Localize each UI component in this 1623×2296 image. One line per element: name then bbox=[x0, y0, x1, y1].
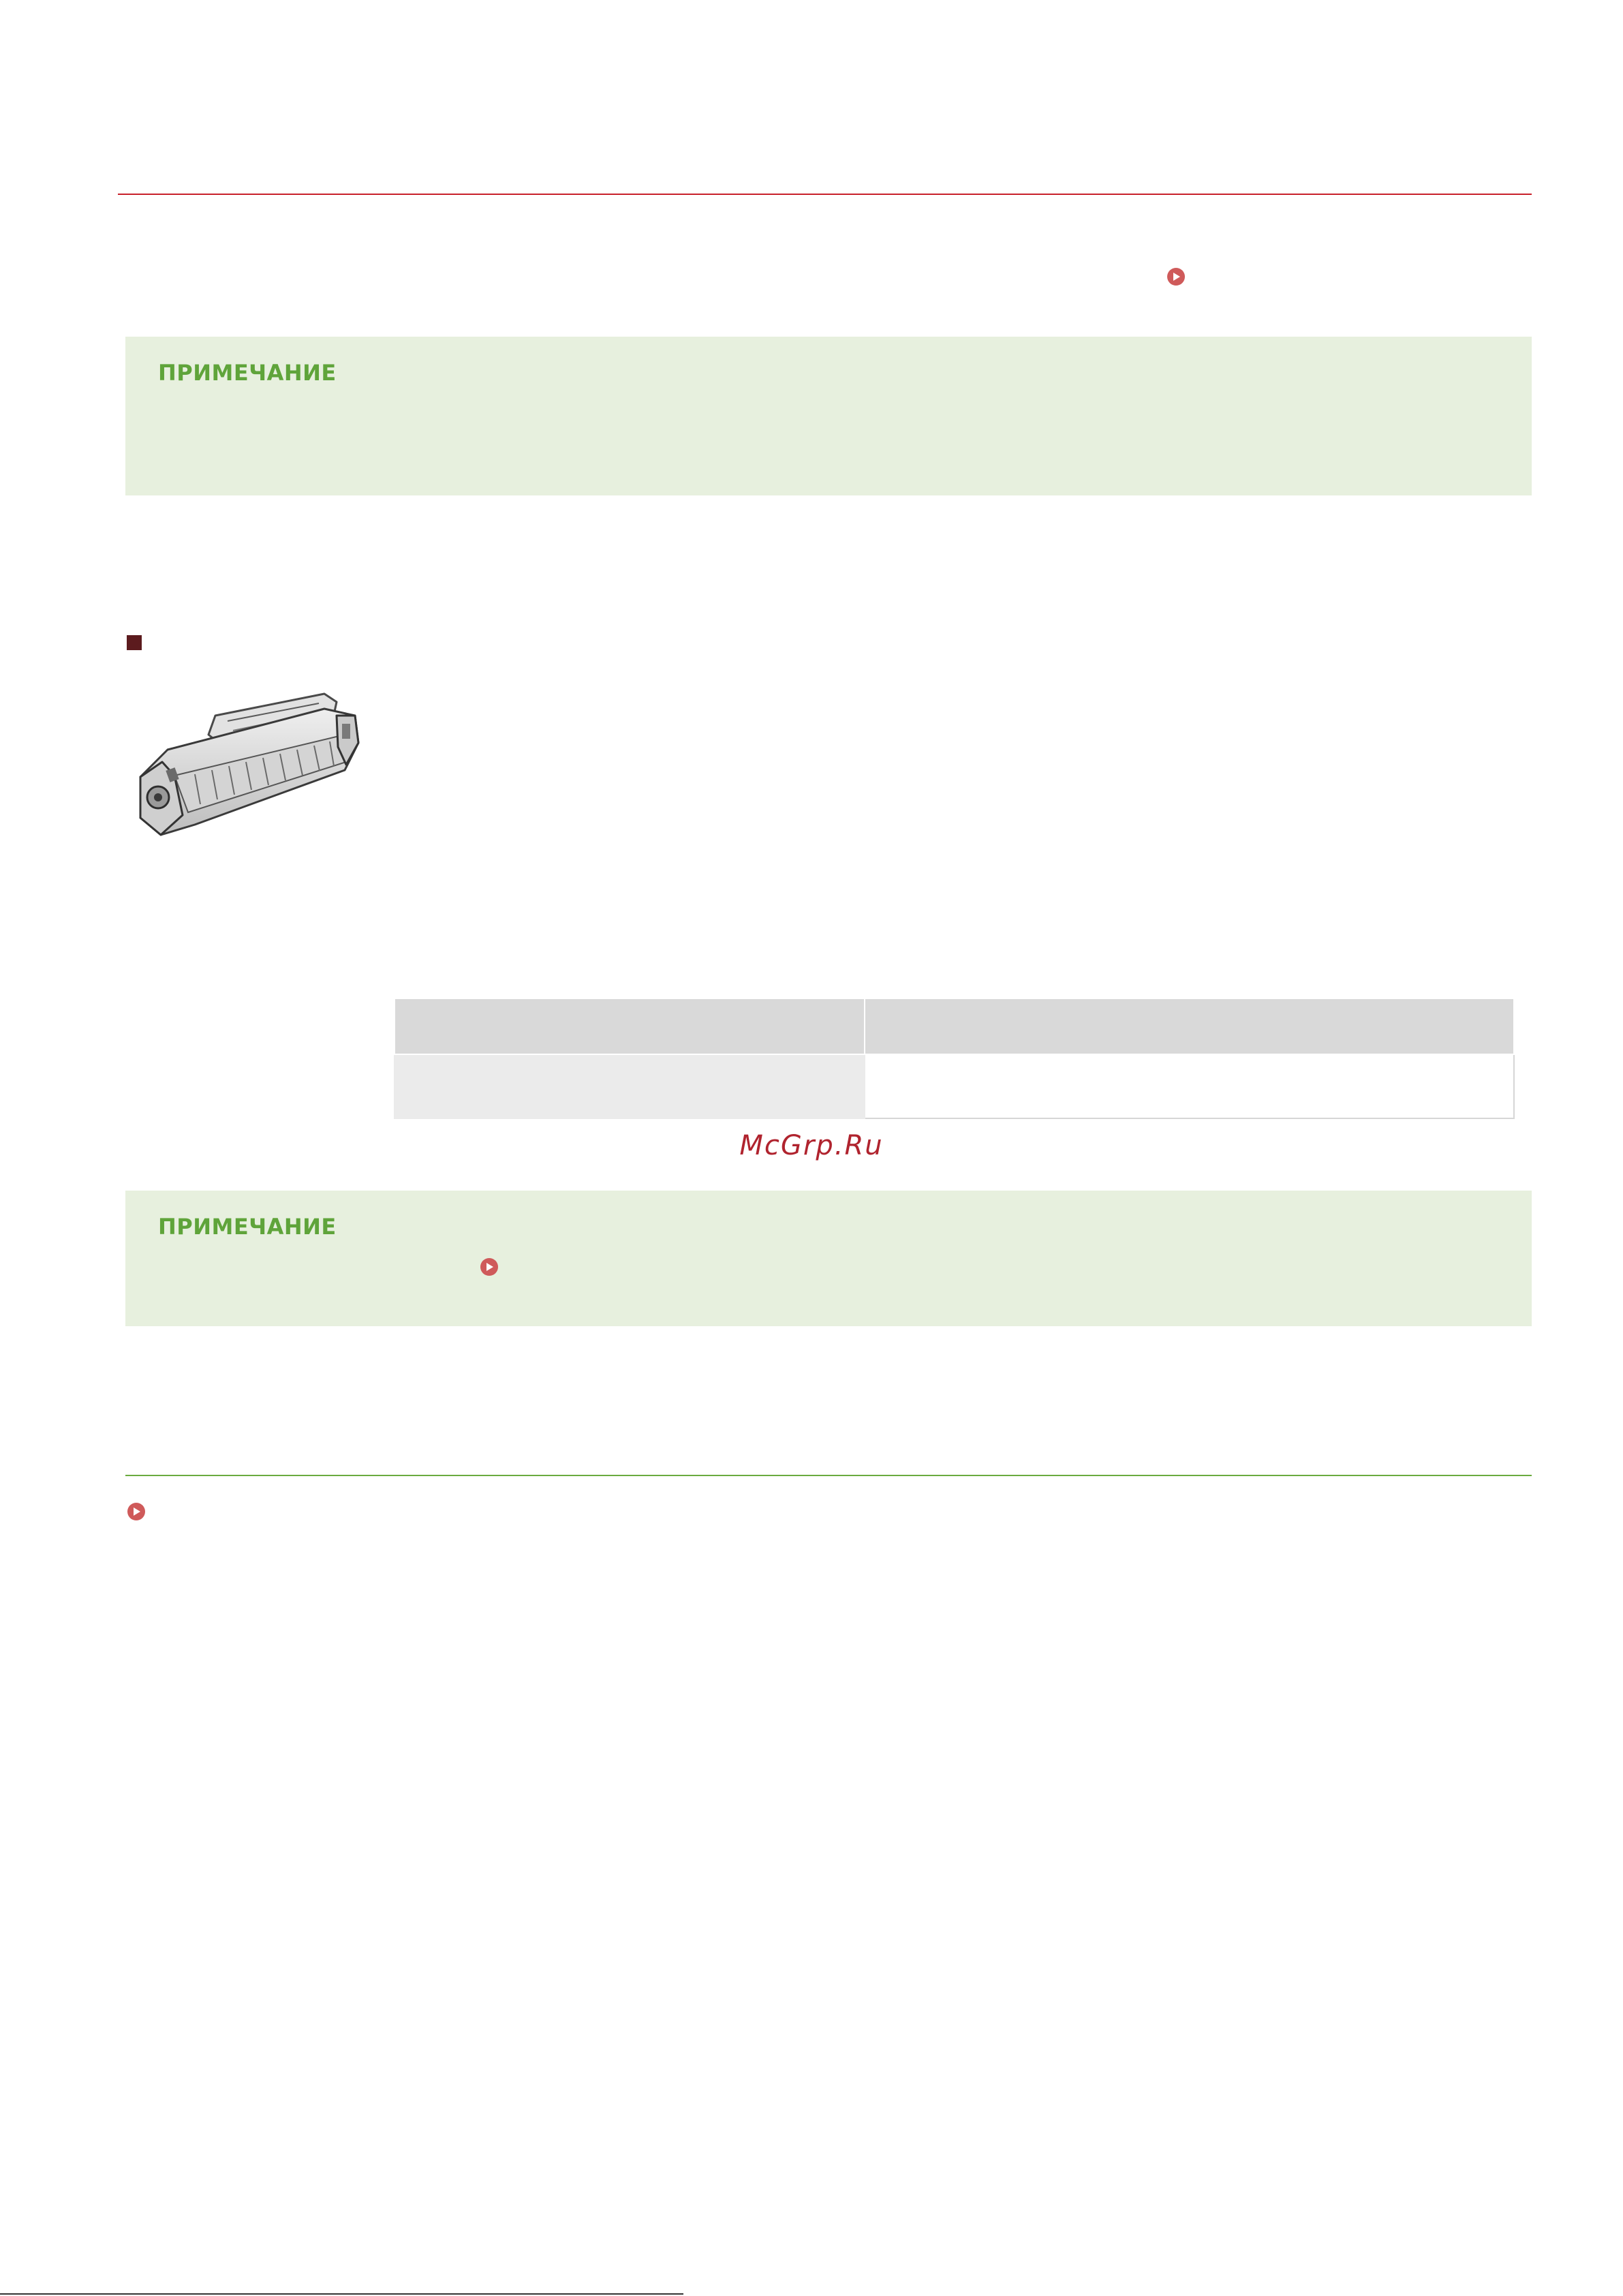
watermark-text: McGrp.Ru bbox=[739, 1130, 884, 1161]
table-header-cell bbox=[865, 998, 1514, 1054]
note-title: ПРИМЕЧАНИЕ bbox=[158, 360, 337, 386]
note-title: ПРИМЕЧАНИЕ bbox=[158, 1214, 337, 1240]
footer-rule bbox=[0, 2293, 683, 2295]
table-header-cell bbox=[395, 998, 865, 1054]
spec-table bbox=[394, 998, 1515, 1119]
note-box bbox=[125, 337, 1532, 495]
section-divider bbox=[125, 1475, 1532, 1476]
table-row bbox=[395, 1054, 1514, 1118]
table-label-cell bbox=[395, 1054, 865, 1118]
table-header-row bbox=[395, 998, 1514, 1054]
link-arrow-icon[interactable] bbox=[127, 1502, 146, 1521]
link-arrow-icon[interactable] bbox=[480, 1257, 499, 1276]
toner-cartridge-image bbox=[120, 682, 365, 848]
table-value-cell bbox=[865, 1054, 1514, 1118]
header-rule bbox=[118, 194, 1532, 195]
link-arrow-icon[interactable] bbox=[1166, 267, 1186, 286]
note-box bbox=[125, 1191, 1532, 1326]
section-bullet-icon bbox=[127, 635, 142, 650]
